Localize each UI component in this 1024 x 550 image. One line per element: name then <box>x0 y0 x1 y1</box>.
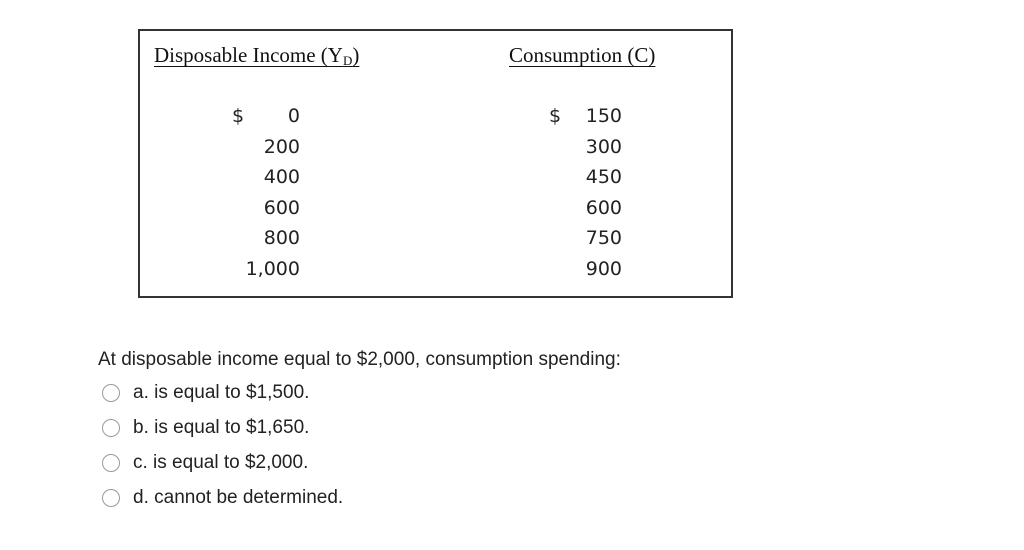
consumption-row <box>540 193 622 224</box>
income-value: 1,000 <box>245 257 300 280</box>
consumption-row <box>540 254 622 285</box>
option-a[interactable] <box>102 375 343 410</box>
consumption-value: 750 <box>585 227 622 249</box>
option-c-label: c. is equal to $2,000. <box>133 451 309 473</box>
consumption-value: 900 <box>585 257 622 280</box>
consumption-row <box>540 101 622 132</box>
option-c[interactable] <box>102 445 343 480</box>
income-row <box>218 132 300 163</box>
consumption-row <box>540 162 622 193</box>
consumption-value: 450 <box>585 166 622 188</box>
consumption-value: 150 <box>585 105 622 127</box>
consumption-header: Consumption (C) <box>509 43 656 67</box>
income-value: 0 <box>287 105 300 127</box>
income-row <box>218 193 300 224</box>
option-d[interactable] <box>102 480 343 515</box>
answer-options <box>102 375 343 515</box>
income-value: 400 <box>263 166 300 188</box>
income-consumption-table <box>138 29 733 298</box>
consumption-value: 300 <box>585 135 622 158</box>
option-a-label: a. is equal to $1,500. <box>133 381 310 403</box>
question-prompt: At disposable income equal to $2,000, consumption spending: <box>98 349 621 370</box>
income-column <box>218 101 300 284</box>
consumption-row <box>540 223 622 254</box>
income-row <box>218 101 300 132</box>
income-value: 200 <box>263 135 300 158</box>
consumption-column <box>540 101 622 284</box>
income-value: 800 <box>263 227 300 249</box>
radio-button-a[interactable] <box>102 384 120 402</box>
radio-button-c[interactable] <box>102 454 120 472</box>
option-b-label: b. is equal to $1,650. <box>133 416 310 438</box>
currency-symbol: $ <box>232 105 245 127</box>
option-d-label: d. cannot be determined. <box>133 486 344 508</box>
option-b[interactable] <box>102 410 343 445</box>
consumption-row <box>540 132 622 163</box>
income-row <box>218 223 300 254</box>
currency-symbol: $ <box>549 105 562 127</box>
income-row <box>218 254 300 285</box>
income-row <box>218 162 300 193</box>
radio-button-d[interactable] <box>102 489 120 507</box>
radio-button-b[interactable] <box>102 419 120 437</box>
consumption-value: 600 <box>585 196 622 219</box>
income-value: 600 <box>263 196 300 219</box>
disposable-income-header: Disposable Income $(Y_D)$ <box>154 43 360 68</box>
